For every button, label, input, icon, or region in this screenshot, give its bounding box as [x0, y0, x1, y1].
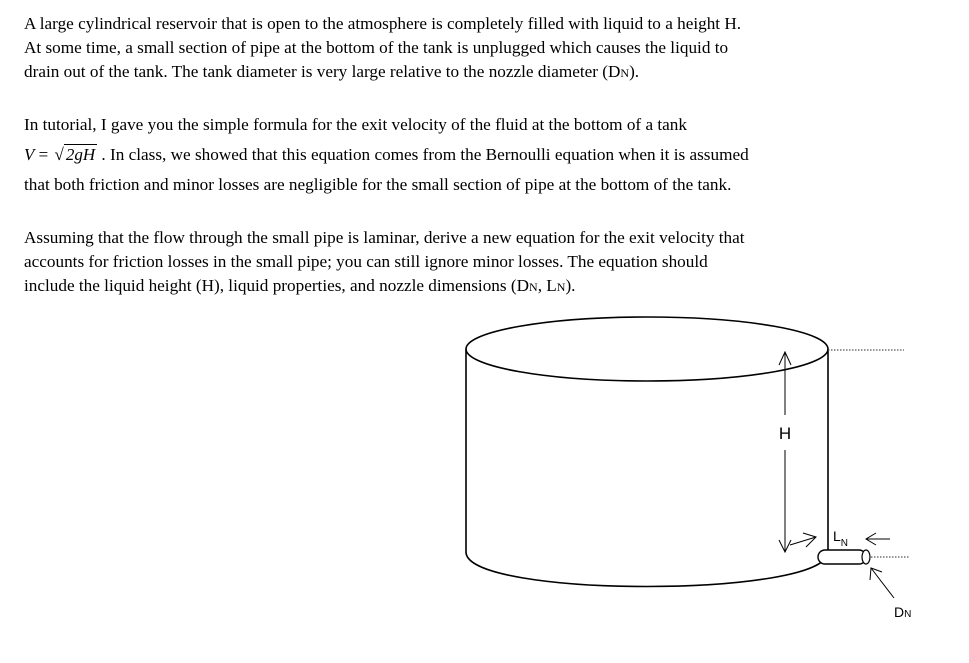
nozzle-exit — [862, 550, 870, 564]
task-line-1: Assuming that the flow through the small pipe is laminar, derive a new equation for the exit velocity that — [24, 228, 745, 247]
intro-line-3: drain out of the tank. The tank diameter is very large relative to the nozzle diameter (DN). — [24, 62, 640, 81]
task-line-2: accounts for friction losses in the small pipe; you can still ignore minor losses. The equation should — [24, 252, 708, 271]
diameter-arrow — [871, 568, 894, 598]
task-line-3: include the liquid height (H), liquid properties, and nozzle dimensions (DN, LN). — [24, 276, 576, 295]
tank-bottom-curve — [466, 552, 828, 587]
formula-radicand: 2gH — [65, 145, 96, 164]
tutorial-line-3: that both friction and minor losses are negligible for the small section of pipe at the bottom of the tank. — [24, 175, 732, 194]
tutorial-line-2: V = √ 2gH . In class, we showed that this equation comes from the Bernoulli equation when it is assumed — [24, 145, 749, 164]
sqrt-symbol: √ — [54, 145, 64, 164]
intro-line-2: At some time, a small section of pipe at the bottom of the tank is unplugged which causes the liquid to — [24, 38, 729, 57]
tank-top-ellipse — [466, 317, 828, 381]
pipe-length-label: $L_N$ — [833, 528, 849, 549]
height-label: H — [778, 424, 792, 443]
nozzle-diameter-label: DN — [894, 604, 912, 620]
intro-line-1: A large cylindrical reservoir that is open to the atmosphere is completely filled with liquid to a height H. — [24, 14, 742, 33]
nozzle-pipe — [818, 550, 866, 564]
velocity-formula: V = √ 2gH — [24, 145, 96, 164]
nozzle-diameter-subscript: N — [620, 66, 630, 80]
tutorial-line-1: In tutorial, I gave you the simple formula for the exit velocity of the fluid at the bottom of a tank — [24, 115, 687, 134]
